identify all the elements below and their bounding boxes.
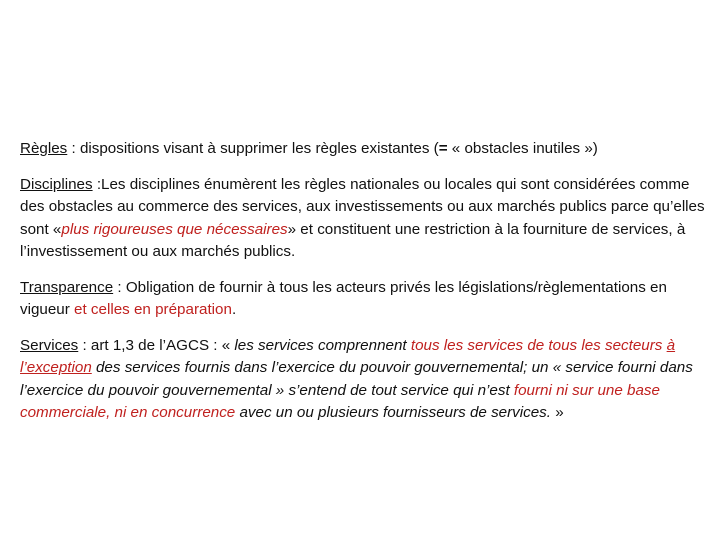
- services-italic-1: les services comprennent: [234, 336, 411, 354]
- regles-text: : dispositions visant à supprimer les règles existantes (: [67, 140, 439, 157]
- services-highlight-exception: à l’exception: [20, 336, 676, 376]
- services-end: »: [551, 404, 564, 421]
- paragraph-transparence: [20, 277, 710, 322]
- services-highlight-1: tous les services de tous les secteurs: [410, 336, 667, 354]
- equals-sign: =: [438, 140, 448, 157]
- term-transparence: Transparence: [20, 278, 114, 296]
- disciplines-text-1: :Les disciplines énumèrent les règles nationales ou locales qui sont considérées comme des obstacles au commerce des services, aux investissements ou aux marchés publics parce qu’elles sont «: [20, 175, 705, 238]
- transparence-highlight: et celles en préparation: [74, 301, 232, 318]
- services-italic-2: des services fournis dans l’exercice du pouvoir gouvernemental; un « service fourni dans l’exercice du pouvoir gouvernemental » s’entend de tout service qui n’est: [20, 359, 693, 399]
- transparence-end: .: [231, 301, 237, 318]
- services-highlight-2: fourni ni sur une base commerciale, ni en concurrence: [20, 381, 660, 421]
- regles-end: « obstacles inutiles »): [447, 140, 598, 157]
- term-disciplines: Disciplines: [20, 175, 93, 193]
- services-text-1: : art 1,3 de l’AGCS : «: [78, 336, 235, 354]
- paragraph-regles: [20, 138, 710, 161]
- services-italic-3: avec un ou plusieurs fournisseurs de services.: [235, 404, 551, 421]
- transparence-text: : Obligation de fournir à tous les acteurs privés les législations/règlementations en vigueur: [20, 278, 667, 318]
- disciplines-highlight: plus rigoureuses que nécessaires: [61, 220, 288, 238]
- paragraph-disciplines: [20, 174, 710, 264]
- disciplines-text-2: » et constituent une restriction à la fourniture de services, à l’investissement ou aux marchés publics.: [20, 220, 686, 260]
- term-services: Services: [20, 336, 79, 354]
- term-regles: Règles: [20, 140, 68, 157]
- slide-body: [20, 138, 710, 438]
- paragraph-services: [20, 335, 710, 425]
